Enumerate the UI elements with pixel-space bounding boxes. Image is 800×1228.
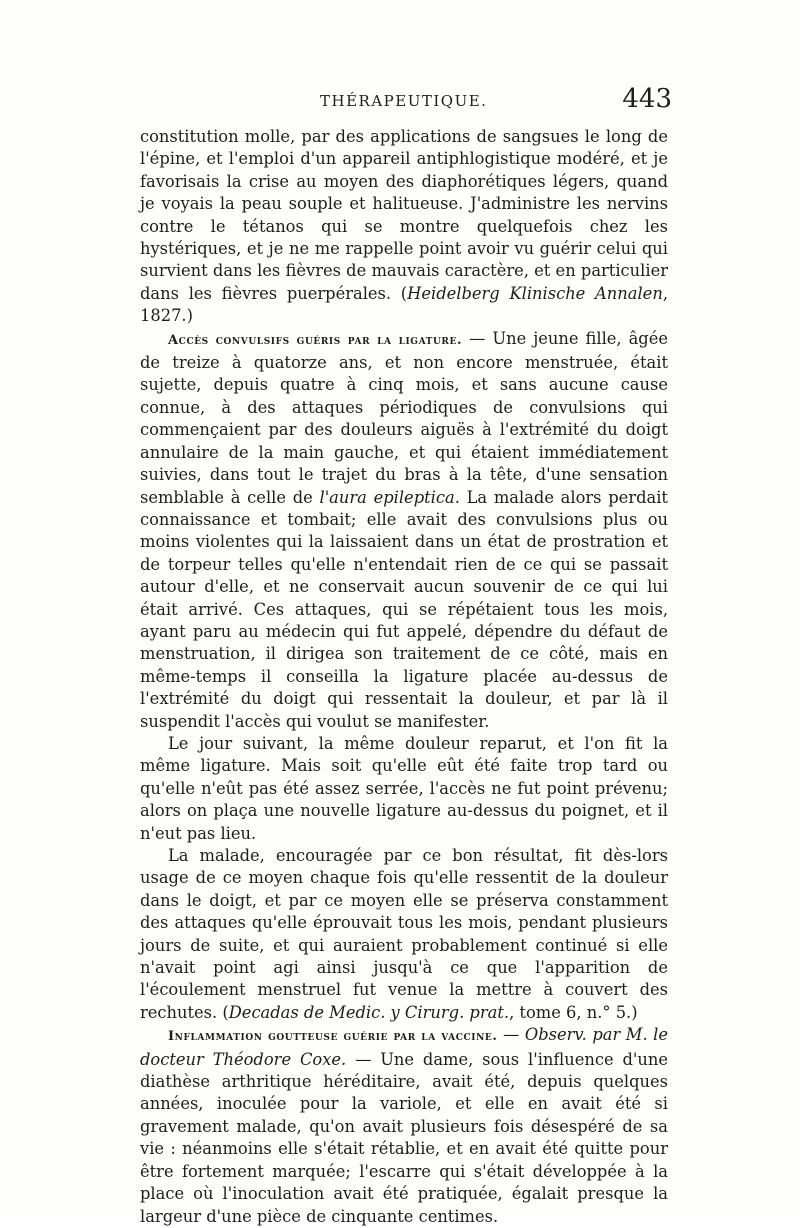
body-text — [140, 126, 668, 1228]
paragraph-continuation — [140, 126, 668, 328]
source-citation: Decadas de Medic. y Cirurg. prat. — [228, 1002, 510, 1022]
italic-term: l'aura epileptica. — [319, 487, 460, 507]
citation-detail: , tome 6, n.° 5.) — [509, 1002, 638, 1022]
paragraph-text: constitution molle, par des applications de sangsues le long de l'épine, et l'emploi d'un appareil antiphlogistique modéré, et je favorisais la crise au moyen des diaphorétiques légers, quand je voyais la peau souple et halitueuse. J'administre les nervins contre le tétanos qui se montre quelquefois chez les hystériques, et je ne me rappelle point avoir vu guérir celui qui survient dans les fièvres de mauvais caractère, et en particulier dans les fièvres puerpérales. ( — [140, 127, 668, 303]
observer-credit: Observ. par M. le docteur Théodore Coxe. — [140, 1025, 668, 1069]
running-head: THÉRAPEUTIQUE. — [320, 92, 488, 110]
section-heading: Accès convulsifs guéris par la ligature. — [168, 332, 463, 348]
paragraph-text: La malade, encouragée par ce bon résultat, fit dès-lors usage de ce moyen chaque fois qu'elle ressentit de la douleur dans le doigt, et par ce moyen elle se préserva constamment des attaques qu'elle éprouvait tous les mois, pendant plusieurs jours de suite, et qui auraient probablement continué si elle n'avait point agi ainsi jusqu'à ce que l'apparition de l'écoulement menstruel fut venue la mettre à couvert des rechutes. ( — [140, 846, 668, 1022]
paragraph-vaccine — [140, 1024, 668, 1228]
page-header — [140, 84, 672, 118]
source-citation: Heidelberg Klinische Annalen — [407, 283, 663, 303]
dash: — — [497, 1025, 525, 1045]
paragraph-next-day: Le jour suivant, la même douleur reparut, et l'on fit la même ligature. Mais soit qu'elle eût été faite trop tard ou qu'elle n'eût pas été assez serrée, l'accès ne fut point prévenu; alors on plaça une nouvelle ligature au-dessus du poignet, et il n'eut pas lieu. — [140, 733, 668, 843]
paragraph-text: — Une jeune fille, âgée de treize à quatorze ans, et non encore menstruée, était sujette, depuis quatre à cinq mois, et sans aucune cause connue, à des attaques périodiques de convulsions qui commençaient par des douleurs aiguës à l'extrémité du doigt annulaire de la main gauche, et qui étaient immédiatement suivies, dans tout le trajet du bras à la tête, d'une sensation semblable à celle de — [140, 328, 668, 507]
paragraph-result — [140, 845, 668, 1024]
citation-year: , 1827.) — [140, 283, 668, 326]
section-heading: Inflammation goutteuse guérie par la vaccine. — [168, 1029, 498, 1045]
paragraph-text: — Une dame, sous l'influence d'une diathèse arthritique héréditaire, avait été, depuis quelques années, inoculée pour la variole, et elle en avait été si gravement malade, qu'on avait plusieurs fois désespéré de sa vie : néanmoins elle s'était rétablie, et en avait été quitte pour être fortement marquée; l'escarre qui s'était développée à la place où l'inoculation avait été pratiquée, égalait presque la largeur d'une pièce de cinquante centimes. — [140, 1049, 668, 1226]
paragraph-text-continued: La malade alors perdait connaissance et tombait; elle avait des convulsions plus ou moins violentes qui la laissaient dans un état de prostration et de torpeur telles qu'elle n'entendait rien de ce qui se passait autour d'elle, et ne conservait aucun souvenir de ce qui lui était arrivé. Ces attaques, qui se répétaient tous les mois, ayant paru au médecin qui fut appelé, dépendre du défaut de menstruation, il dirigea son traitement de ce côté, mais en même-temps il conseilla la ligature placée au-dessus de l'extrémité du doigt qui ressentait la douleur, et par là il suspendit l'accès qui voulut se manifester. — [140, 487, 668, 731]
paragraph-convulsions — [140, 328, 668, 733]
page-number: 443 — [622, 84, 672, 114]
